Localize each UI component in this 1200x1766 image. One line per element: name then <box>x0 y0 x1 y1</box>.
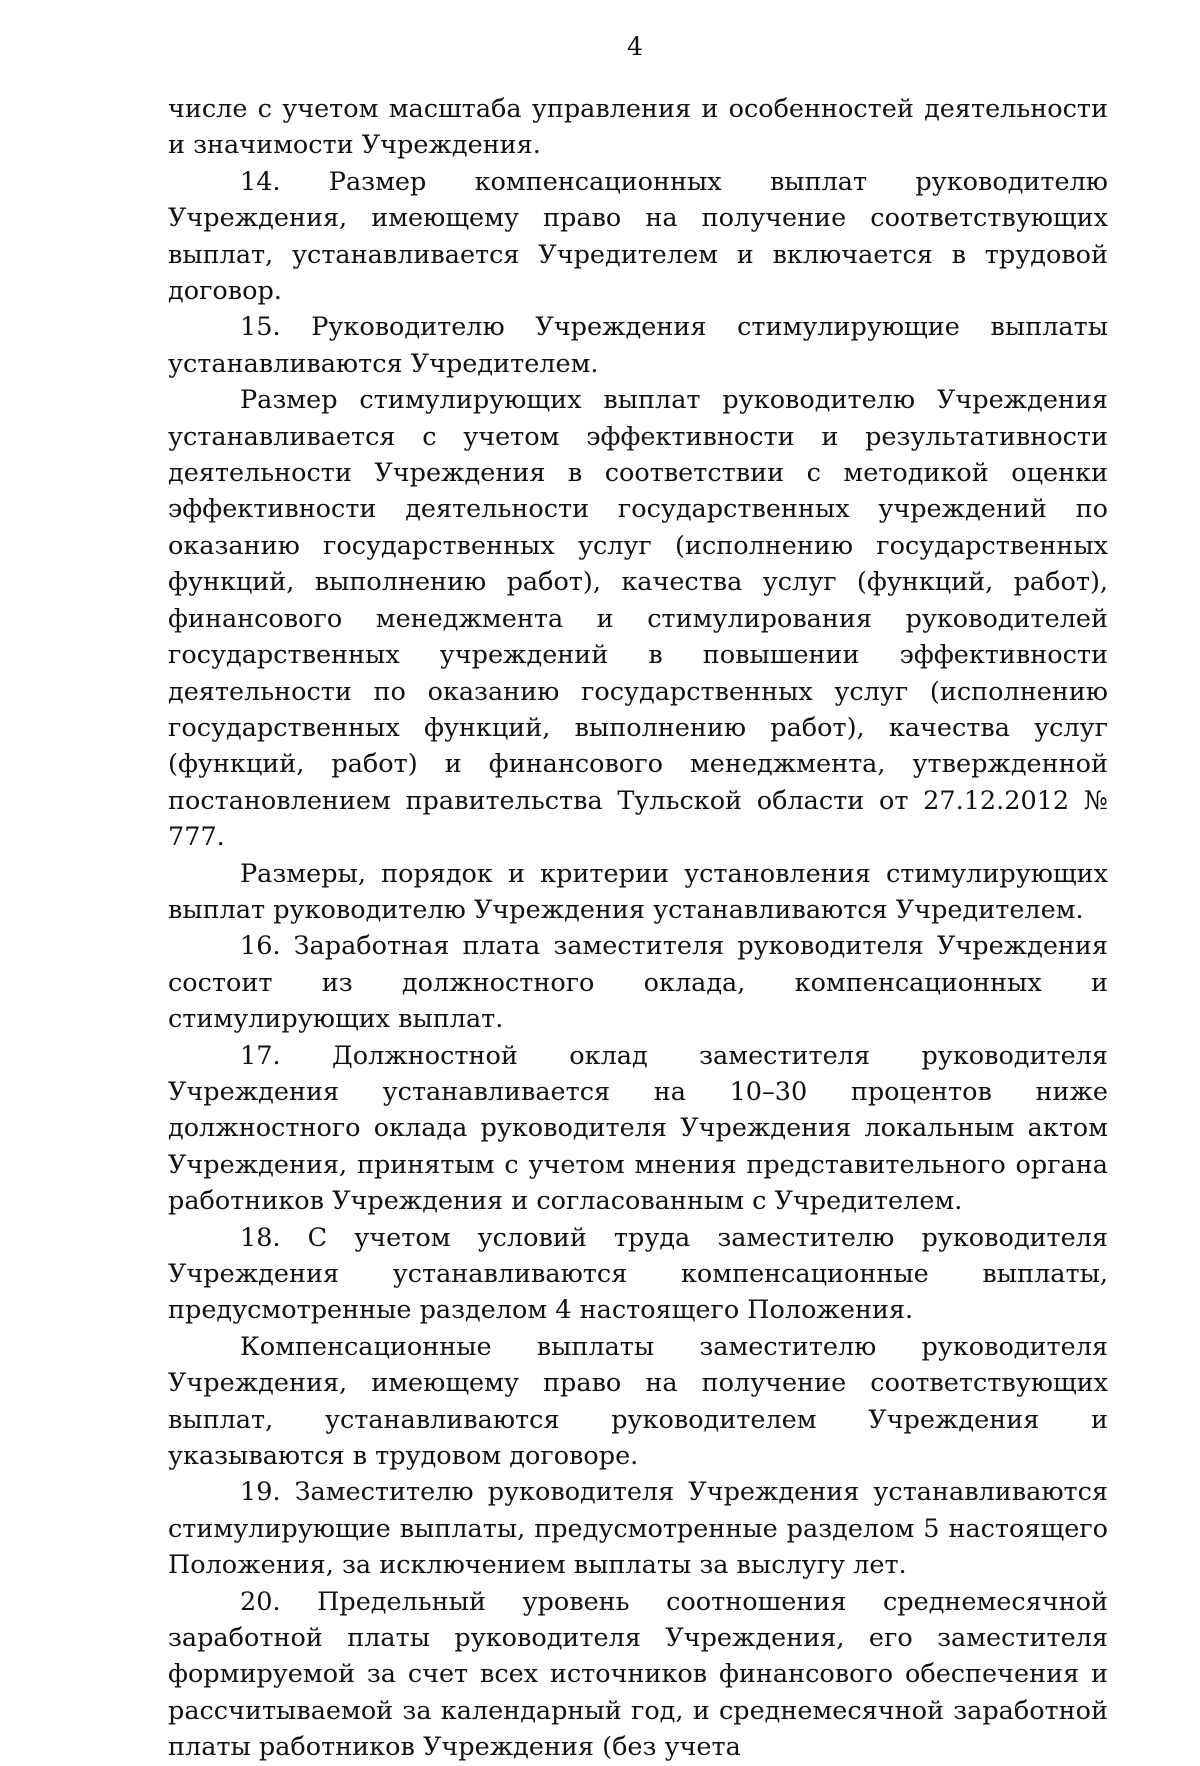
paragraph-15-size: Размер стимулирующих выплат руководителю Учреждения устанавливается с учетом эффективности и результативности деятельности Учреждения в соответствии с методикой оценки эффективности деятельности государственных учреждений по оказанию государственных услуг (исполнению государственных функций, выполнению работ), качества услуг (функций, работ), финансового менеджмента и стимулирования руководителей государственных учреждений в повышении эффективности деятельности по оказанию государственных услуг (исполнению государственных функций, выполнению работ), качества услуг (функций, работ) и финансового менеджмента, утвержденной постановлением правительства Тульской области от 27.12.2012 № 777. <box>168 385 1108 853</box>
paragraph-19: 19. Заместителю руководителя Учреждения устанавливаются стимулирующие выплаты, предусмотренные разделом 5 настоящего Положения, за исключением выплаты за выслугу лет. <box>168 1477 1108 1581</box>
paragraph-18: 18. С учетом условий труда заместителю руководителя Учреждения устанавливаются компенсационные выплаты, предусмотренные разделом 4 настоящего Положения. <box>168 1222 1108 1326</box>
paragraph-continuation: числе с учетом масштаба управления и особенностей деятельности и значимости Учреждения. <box>168 94 1108 161</box>
document-body <box>168 91 1108 1766</box>
paragraph-20: 20. Предельный уровень соотношения среднемесячной заработной платы руководителя Учреждения, его заместителя формируемой за счет всех источников финансового обеспечения и рассчитываемой за календарный год, и среднемесячной заработной платы работников Учреждения (без учета <box>168 1586 1108 1763</box>
paragraph-16: 16. Заработная плата заместителя руководителя Учреждения состоит из должностного оклада, компенсационных и стимулирующих выплат. <box>168 931 1108 1035</box>
paragraph-15: 15. Руководителю Учреждения стимулирующие выплаты устанавливаются Учредителем. <box>168 312 1108 379</box>
page-number: 4 <box>627 32 643 61</box>
paragraph-14: 14. Размер компенсационных выплат руководителю Учреждения, имеющему право на получение соответствующих выплат, устанавливается Учредителем и включается в трудовой договор. <box>168 166 1108 307</box>
paragraph-15-criteria: Размеры, порядок и критерии установления стимулирующих выплат руководителю Учреждения устанавливаются Учредителем. <box>168 858 1108 925</box>
paragraph-18-compensation: Компенсационные выплаты заместителю руководителя Учреждения, имеющему право на получение соответствующих выплат, устанавливаются руководителем Учреждения и указываются в трудовом договоре. <box>168 1331 1108 1472</box>
paragraph-17: 17. Должностной оклад заместителя руководителя Учреждения устанавливается на 10–30 процентов ниже должностного оклада руководителя Учреждения локальным актом Учреждения, принятым с учетом мнения представительного органа работников Учреждения и согласованным с Учредителем. <box>168 1040 1108 1217</box>
